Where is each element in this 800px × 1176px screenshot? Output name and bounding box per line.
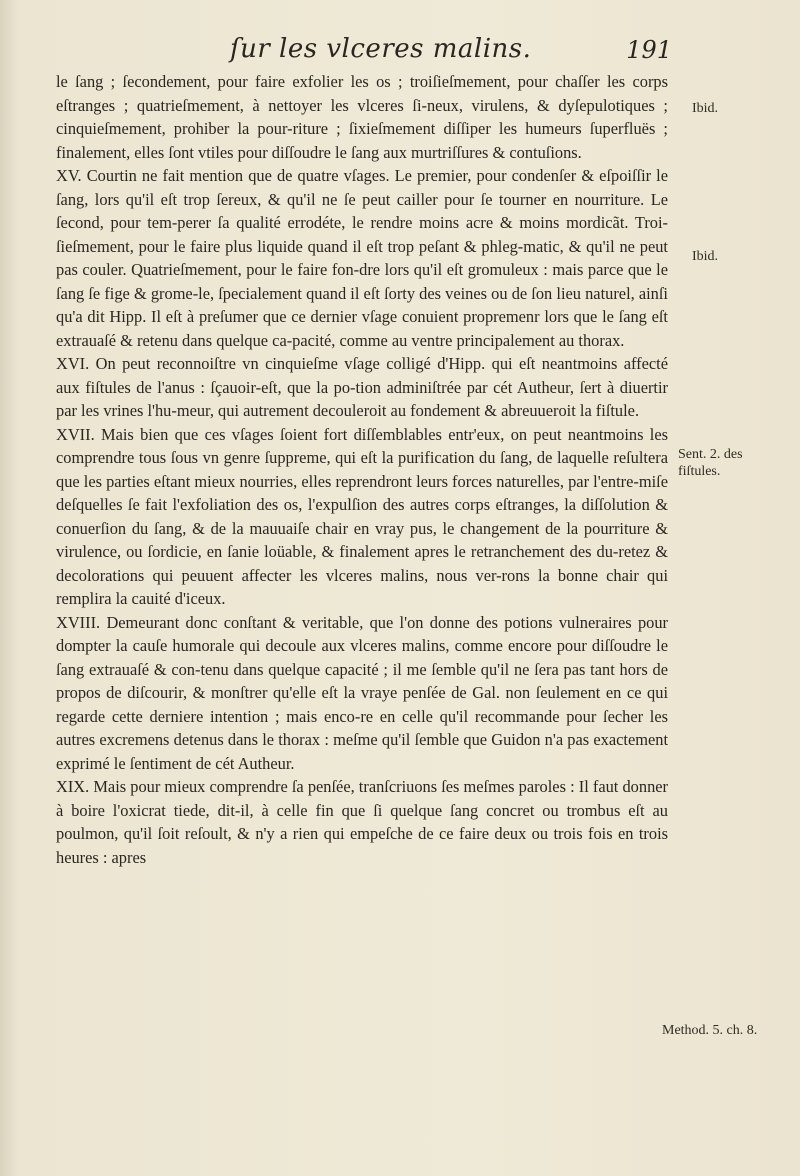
paragraph-xviii: XVIII. Demeurant donc conſtant & veritable, que l'on donne des potions vulneraires pour dompter la cauſe humorale qui decoule aux vlceres malins, comme encore pour diſſoudre le ſang extrauaſé & con-tenu dans quelque capacité ; il me ſemble qu'il ne ſera pas tant hors de propos de diſcourir, & monſtrer qu'elle eſt la vraye penſée de Gal. non ſeulement en ce qui regarde cette derniere intention ; mais enco-re en celle qu'il recommande pour ſecher les autres excremens detenus dans le thorax : meſme qu'il ſemble que Guidon n'a pas exactement exprimé le ſentiment de cét Autheur. [56, 612, 668, 773]
paragraph-xv: XV. Courtin ne fait mention que de quatre vſages. Le premier, pour condenſer & eſpoiſſir le ſang, lors qu'il eſt trop ſereux, & qu'il ne ſe peut cailler pour ſe tourner en nourriture. Le ſecond, pour tem-perer ſa qualité errodéte, le rendre moins acre & moins mordicãt. Troi-ſieſmement, pour le faire plus liquide quand il eſt trop peſant & phleg-matic, & qu'il ne peut pas couler. Quatrieſmement, pour le faire fon-dre lors qu'il eſt gromuleux : mais parce que le ſang ſe fige & grome-le, ſpecialement quand il eſt ſorty des veines ou de ſon lieu naturel, ainſi qu'a dit Hipp. Il eſt à preſumer que ce dernier vſage conuient propremenr lors que le ſang eſt extrauaſé & retenu dans quelque ca-pacité, comme au ventre principalement au thorax. [56, 166, 668, 350]
paragraph-xvii: XVII. Mais bien que ces vſages ſoient fort diſſemblables entr'eux, on peut neantmoins les comprendre tous ſous vn genre ſuppreme, qui eſt la purification du ſang, de laquelle reſultera que les parties eſtant mieux nourries, elles reprendront leurs forces naturelles, par l'entre-miſe deſquelles ſe fait l'exfoliation des os, l'expulſion des autres corps eſtranges, la diſſolution & conuerſion du ſang, & de la mauuaiſe chair en vray pus, le changement de la pourriture & virulence, ou ſordicie, en ſanie loüable, & finalement apres le retranchement des du-retez & decolorations qui peuuent affecter les vlceres malins, nous ver-rons la bonne chair qui remplira la cauité d'iceux. [56, 424, 668, 608]
paragraph-intro: le ſang ; ſecondement, pour faire exfolier les os ; troiſieſmement, pour chaſſer les corps eſtranges ; quatrieſmement, à nettoyer les vlceres ſi-neux, virulens, & dyſepulotiques ; cinquieſmement, prohiber la pour-riture ; ſixieſmement diſſiper les humeurs ſuperfluës ; finalement, elles ſont vtiles pour diſſoudre le ſang aux murtriſſures & contuſions. [56, 72, 668, 162]
page-number: 191 [626, 36, 672, 64]
margin-note-ibid-2: Ibid. [692, 249, 719, 264]
margin-note-sent: Sent. 2. des fiſtules. [678, 447, 743, 479]
margin-note-method: Method. 5. ch. 8. [662, 1023, 758, 1038]
paragraph-xix: XIX. Mais pour mieux comprendre ſa penſée, tranſcriuons ſes meſmes paroles : Il faut donner à boire l'oxicrat tiede, dit-il, à celle fin que ſi quelque ſang concret ou trombus eſt au poulmon, qu'il ſoit reſoult, & n'y a rien qui empeſche de ce faire deux ou trois fois en trois heures : apres [56, 777, 668, 867]
paragraph-xvi: XVI. On peut reconnoiſtre vn cinquieſme vſage colligé d'Hipp. qui eſt neantmoins affecté aux fiſtules de l'anus : ſçauoir-eſt, que la po-tion adminiſtrée par cét Autheur, ſert à diuertir par les vrines l'hu-meur, qui autrement decouleroit au fondement & abreuueroit la fiſtule. [56, 354, 668, 420]
body-text [56, 70, 668, 869]
running-title: ſur les vlceres malins. [230, 34, 532, 64]
margin-note-ibid-1: Ibid. [692, 101, 719, 116]
page-header [60, 34, 672, 74]
